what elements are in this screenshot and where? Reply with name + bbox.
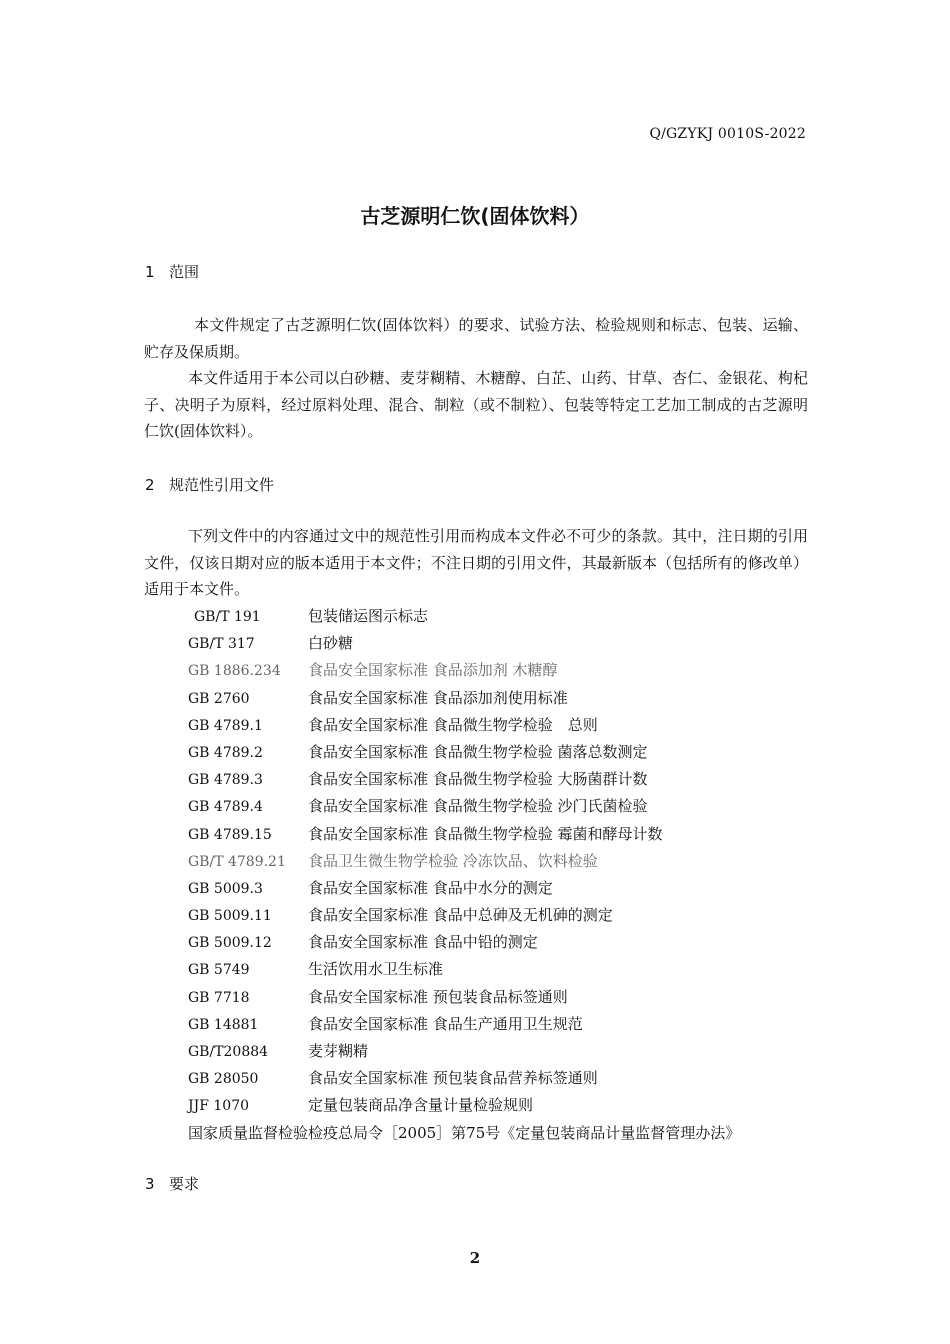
reference-code: GB 5009.12 <box>188 935 272 952</box>
reference-name: 生活饮用水卫生标准 <box>308 960 444 979</box>
reference-item <box>188 793 828 820</box>
section-heading-requirements <box>145 1173 199 1194</box>
document-code: Q/GZYKJ 0010S-2022 <box>649 126 806 142</box>
reference-item <box>188 630 828 657</box>
reference-item <box>188 766 828 793</box>
reference-item <box>188 929 828 956</box>
section-number: 1 <box>145 263 155 281</box>
reference-code: GB/T20884 <box>188 1044 269 1060</box>
section-heading-references <box>145 474 274 495</box>
reference-item <box>188 603 828 630</box>
section-title: 要求 <box>169 1175 200 1193</box>
reference-name: 食品安全国家标准 食品添加剂 木糖醇 <box>308 661 558 680</box>
reference-name: 食品安全国家标准 食品微生物学检验 沙门氏菌检验 <box>308 797 648 816</box>
page-number: 2 <box>469 1249 481 1267</box>
section-number: 3 <box>145 1175 155 1193</box>
reference-name: 包装储运图示标志 <box>308 607 429 625</box>
reference-code: GB 4789.3 <box>188 772 263 789</box>
reference-name: 食品安全国家标准 食品中总砷及无机砷的测定 <box>308 906 613 925</box>
reference-code: GB 5749 <box>188 962 250 979</box>
reference-list <box>188 603 828 1147</box>
reference-code: GB/T 191 <box>194 609 261 625</box>
reference-name: 食品安全国家标准 食品中铅的测定 <box>308 933 538 952</box>
reference-code: GB 28050 <box>188 1071 259 1088</box>
references-intro: 下列文件中的内容通过文中的规范性引用而构成本文件必不可少的条款。其中，注日期的引用文件，仅该日期对应的版本适用于本文件；不注日期的引用文件，其最新版本（包括所有的修改单）适用于本文件。 <box>144 527 808 598</box>
reference-code: GB 4789.15 <box>188 826 272 843</box>
reference-code: GB 7718 <box>188 989 250 1006</box>
reference-item <box>188 712 828 739</box>
reference-code: JJF 1070 <box>188 1098 250 1115</box>
reference-item <box>188 657 828 684</box>
reference-name: 麦芽糊精 <box>308 1042 369 1060</box>
reference-code: GB 5009.3 <box>188 880 263 897</box>
reference-item <box>188 902 828 929</box>
reference-item <box>188 1038 828 1065</box>
reference-name: 食品安全国家标准 食品中水分的测定 <box>308 878 553 897</box>
reference-code: GB 14881 <box>188 1016 259 1033</box>
decree-reference: 国家质量监督检验检疫总局令［2005］第75号《定量包装商品计量监督管理办法》 <box>188 1123 741 1142</box>
scope-paragraph-1: 本文件规定了古芝源明仁饮(固体饮料）的要求、试验方法、检验规则和标志、包装、运输、贮存及保质期。 <box>144 316 808 361</box>
reference-item <box>188 984 828 1011</box>
reference-name: 白砂糖 <box>308 634 354 653</box>
reference-name: 定量包装商品净含量计量检验规则 <box>308 1096 534 1115</box>
section-title: 范围 <box>169 263 200 281</box>
document-title: 古芝源明仁饮(固体饮料） <box>360 204 590 228</box>
reference-item <box>188 1011 828 1038</box>
section-number: 2 <box>145 476 155 494</box>
reference-name: 食品安全国家标准 预包装食品标签通则 <box>308 987 568 1006</box>
reference-code: GB/T 317 <box>188 636 255 653</box>
reference-item <box>188 875 828 902</box>
reference-name: 食品安全国家标准 食品微生物学检验 霉菌和酵母计数 <box>308 824 663 843</box>
reference-name: 食品安全国家标准 食品微生物学检验 总则 <box>308 715 598 734</box>
reference-name: 食品卫生微生物学检验 冷冻饮品、饮料检验 <box>308 851 598 870</box>
reference-name: 食品安全国家标准 食品生产通用卫生规范 <box>308 1014 583 1033</box>
reference-code: GB/T 4789.21 <box>188 853 286 870</box>
reference-item <box>188 739 828 766</box>
section-heading-scope <box>145 261 199 282</box>
reference-name: 食品安全国家标准 食品微生物学检验 菌落总数测定 <box>308 742 648 761</box>
section-title: 规范性引用文件 <box>169 476 275 494</box>
reference-item <box>188 848 828 875</box>
reference-code: GB 4789.1 <box>188 717 263 734</box>
reference-code: GB 5009.11 <box>188 908 272 925</box>
reference-name: 食品安全国家标准 食品添加剂使用标准 <box>308 688 568 707</box>
reference-code: GB 1886.234 <box>188 663 281 680</box>
scope-paragraph-2: 本文件适用于本公司以白砂糖、麦芽糊精、木糖醇、白芷、山药、甘草、杏仁、金银花、枸杞子、决明子为原料，经过原料处理、混合、制粒（或不制粒）、包装等特定工艺加工制成的古芝源明仁饮(固体饮料）。 <box>144 369 808 440</box>
reference-code: GB 4789.2 <box>188 744 263 761</box>
reference-item <box>188 956 828 983</box>
reference-name: 食品安全国家标准 预包装食品营养标签通则 <box>308 1069 598 1088</box>
reference-name: 食品安全国家标准 食品微生物学检验 大肠菌群计数 <box>308 770 648 789</box>
reference-item <box>188 821 828 848</box>
reference-item <box>188 685 828 712</box>
reference-item <box>188 1065 828 1092</box>
reference-code: GB 4789.4 <box>188 799 263 816</box>
reference-code: GB 2760 <box>188 690 250 707</box>
reference-item <box>188 1092 828 1119</box>
